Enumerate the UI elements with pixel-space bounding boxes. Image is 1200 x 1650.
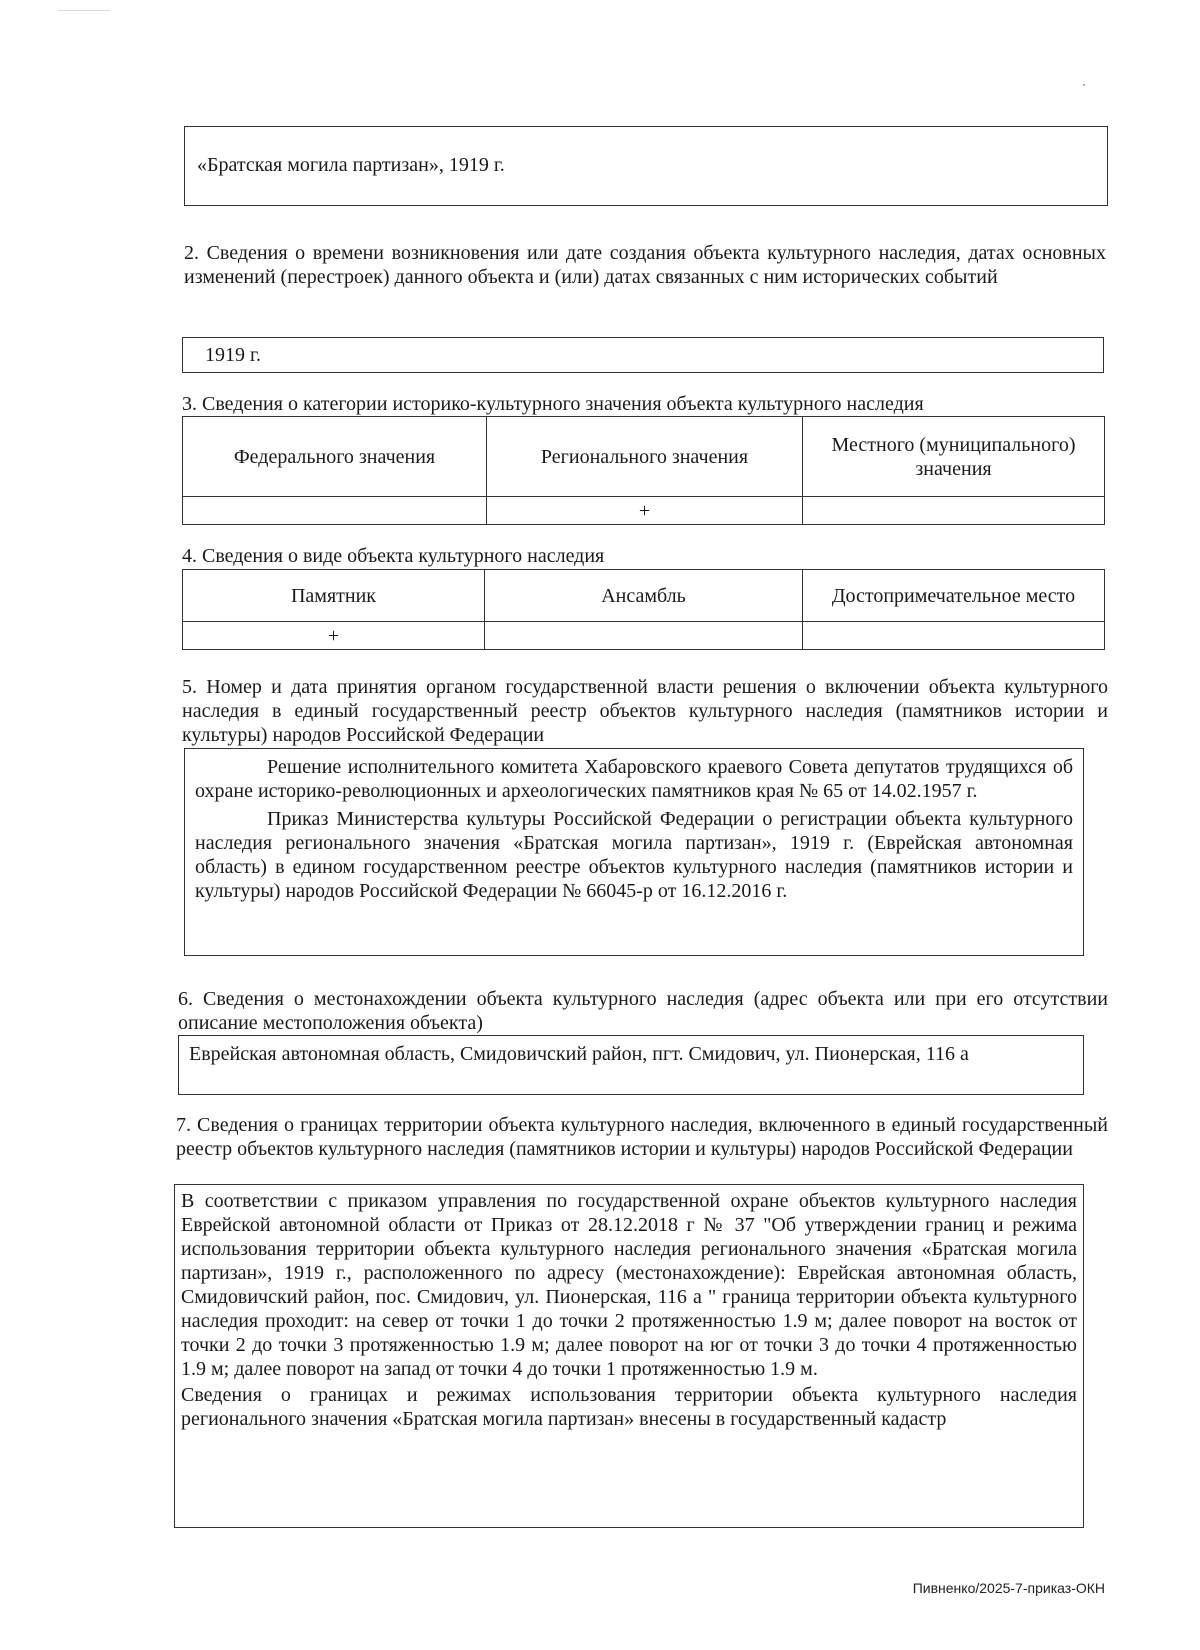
section2-heading: 2. Сведения о времени возникновения или дате создания объекта культурного наследия, датах основных изменений (перестроек) данного объекта и (или) датах связанных с ним исторических событий [184,242,1106,288]
section5-paragraph1: Решение исполнительного комитета Хабаровского краевого Совета депутатов трудящихся об охране историко-революционных и археологических памятников края № 65 от 14.02.1957 г. [195,756,1073,802]
category-header-federal: Федерального значения [183,417,487,497]
section7-paragraph2: Сведения о границах и режимах использования территории объекта культурного наследия регионального значения «Братская могила партизан» внесены в государственный кадастр [181,1384,1077,1430]
type-mark-monument: + [183,622,485,650]
category-table [182,416,1105,525]
object-name: «Братская могила партизан», 1919 г. [197,154,505,176]
section7-paragraph1: В соответствии с приказом управления по государственной охране объектов культурного наследия Еврейской автономной области от Приказ от 28.12.2018 г № 37 "Об утверждении границ и режима использования территории объекта культурного наследия регионального значения «Братская могила партизан», 1919 г., расположенного по адресу (местонахождение): Еврейская автономная область, Смидовичский район, пос. Смидович, ул. Пионерская, 116 а " граница территории объекта культурного наследия проходит: на север от точки 1 до точки 2 протяженностью 1.9 м; далее поворот на восток от точки 2 до точки 3 протяженностью 1.9 м; далее поворот на юг от точки 3 до точки 4 протяженностью 1.9 м; далее поворот на запад от точки 4 до точки 1 протяженностью 1.9 м. [181,1190,1077,1380]
section7-box [174,1184,1084,1528]
section5-paragraph2: Приказ Министерства культуры Российской Федерации о регистрации объекта культурного наследия регионального значения «Братская могила партизан», 1919 г. (Еврейская автономная область) в едином государственном реестре объектов культурного наследия (памятников истории и культуры) народов Российской Федерации № 66045-р от 16.12.2016 г. [195,808,1073,902]
category-mark-local [803,497,1105,525]
document-footer: Пивненко/2025-7-приказ-ОКН [912,1580,1105,1596]
section2-value-box [182,337,1104,373]
section7-heading: 7. Сведения о границах территории объекта культурного наследия, включенного в единый государственный реестр объектов культурного наследия (памятников истории и культуры) народов Российской Федерации [176,1114,1108,1160]
type-mark-landmark [803,622,1105,650]
section5-heading: 5. Номер и дата принятия органом государственной власти решения о включении объекта культурного наследия в единый государственный реестр объектов культурного наследия (памятников истории и культуры) народов Российской Федерации [182,676,1108,746]
section5-box [184,748,1084,956]
scan-dot [1083,84,1085,86]
section4-heading: 4. Сведения о виде объекта культурного наследия [182,545,605,567]
category-header-regional: Регионального значения [487,417,803,497]
section6-heading: 6. Сведения о местонахождении объекта культурного наследия (адрес объекта или при его отсутствии описание местоположения объекта) [178,988,1108,1034]
scan-artifact [58,10,110,11]
object-name-box [184,126,1108,206]
section6-box [178,1035,1084,1095]
type-header-ensemble: Ансамбль [485,570,803,622]
category-mark-federal [183,497,487,525]
type-mark-ensemble [485,622,803,650]
section6-address: Еврейская автономная область, Смидовичский район, пгт. Смидович, ул. Пионерская, 116 а [189,1043,969,1065]
type-header-landmark: Достопримечательное место [803,570,1105,622]
section3-heading: 3. Сведения о категории историко-культурного значения объекта культурного наследия [182,393,924,415]
category-header-local: Местного (муниципального) значения [803,417,1105,497]
section2-value: 1919 г. [205,344,261,366]
category-mark-regional: + [487,497,803,525]
type-header-monument: Памятник [183,570,485,622]
type-table [182,569,1105,650]
